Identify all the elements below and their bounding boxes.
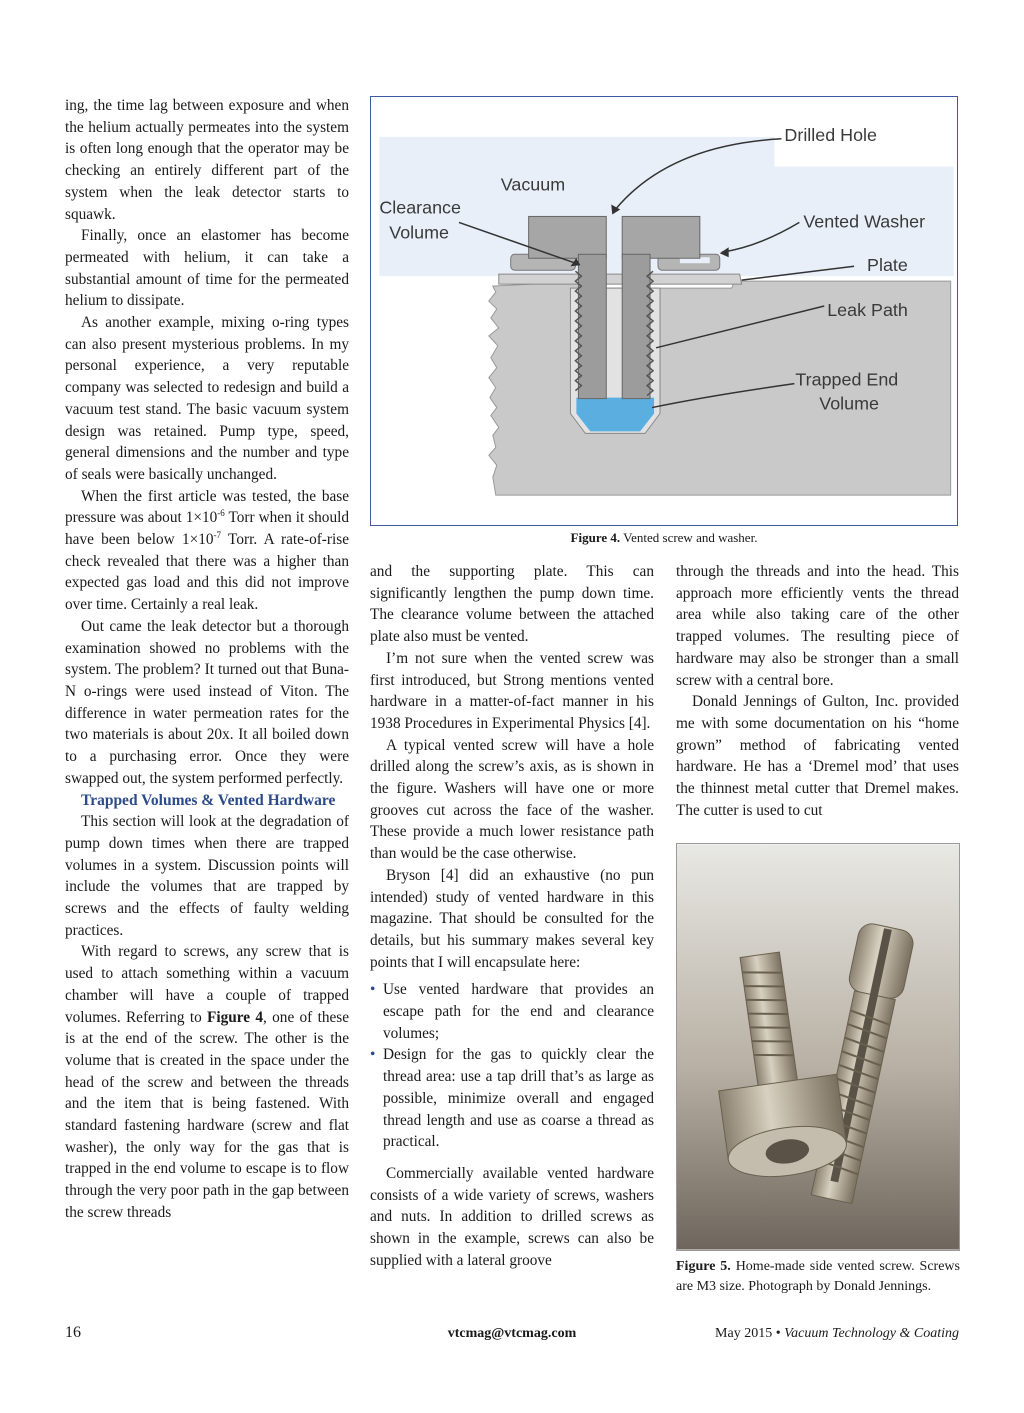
paragraph: This section will look at the degradation of pump down times when there are trapped volumes in a system. Discussion points will include the volumes that are trapped by screws and the effects of faulty welding practices. [65,813,349,939]
label-vented-washer: Vented Washer [803,211,926,232]
label-vacuum: Vacuum [500,174,566,195]
paragraph: Bryson [4] did an exhaustive (no pun intended) study of vented hardware in this magazine. That should be consulted for the details, but his summary makes several key points that I will encapsulate here: [370,866,654,971]
label-leak-path: Leak Path [827,299,908,320]
paragraph: I’m not sure when the vented screw was first introduced, but Strong mentions vented hardware in a matter-of-fact manner in his 1938 Procedures in Experimental Physics [4]. [370,649,654,732]
attached-plate [499,274,742,284]
label-trapped-volume: Volume [819,393,880,414]
paragraph: ing, the time lag between exposure and when the helium actually permeates into the system is often long enough that the operator may be checking an entirely different part of the system when the leak detector starts to squawk. [65,97,349,223]
column-3 [676,561,959,821]
paragraph: A typical vented screw will have a hole drilled along the screw’s axis, as is shown in the figure. Washers will have one or more grooves cut across the face of the washer. These provide a much lower resistance path than would be the case otherwise. [370,736,654,863]
section-heading: Trapped Volumes & Vented Hardware [81,791,336,809]
footer-email[interactable]: vtcmag@vtcmag.com [447,1326,577,1341]
figure-reference: Figure 4 [207,1008,264,1026]
label-clearance-volume: Volume [389,222,450,243]
figure-4-caption: Figure 4. Vented screw and washer. [570,530,758,545]
paragraph: Donald Jennings of Gulton, Inc. provided me with some documentation on his “home grown” method of fabricating vented hardware. He has a ‘Dremel mod’ that uses the thinnest metal cutter that Dremel makes. The cutter is used to cut [676,693,959,819]
figure-4-diagram [370,96,958,526]
bullet-list [370,979,654,1153]
screw-shank-right [622,254,650,398]
page-number: 16 [65,1324,81,1341]
label-drilled-hole: Drilled Hole [784,124,877,145]
paragraph: Out came the leak detector but a thorough examination showed no problems with the system. The problem? It turned out that Buna-N o-rings were used instead of Viton. The difference in water permeation rates for the two materials is about 20x. It all boiled down to a purchasing error. Once they were swapped out, the system performed perfectly. [65,617,349,787]
figure-5-caption: Figure 5. Home-made side vented screw. Screws are M3 size. Photograph by Donald Jennings. [676,1259,960,1294]
footer-issue: May 2015 • Vacuum Technology & Coating [715,1326,959,1341]
label-trapped-end: Trapped End [795,369,899,390]
label-clearance: Clearance [379,197,461,218]
paragraph: Finally, once an elastomer has become permeated with helium, it can take a substantial amount of time for the permeated helium to dissipate. [65,227,349,310]
screw-shank-left [578,254,606,398]
figure-5-photo [676,843,960,1251]
paragraph: through the threads and into the head. This approach more efficiently vents the thread area while also taking care of the other trapped volumes. The resulting piece of hardware may also be stronger than a small screw with a central bore. [676,563,959,689]
column-1 [65,95,349,1224]
list-item: • Design for the gas to quickly clear the thread area: use a tap drill that’s as large as possible, minimize overall and engaged thread length and use as coarse a thread as practical. [370,1046,654,1151]
label-plate: Plate [867,255,908,276]
list-item: • Use vented hardware that provides an escape path for the end and clearance volumes; [370,981,654,1042]
trapped-end-volume [576,398,654,432]
paragraph: Commercially available vented hardware consists of a wide variety of screws, washers and nuts. In addition to drilled screws as shown in the example, screws can also be supplied with a lateral groove [370,1164,654,1269]
paragraph: and the supporting plate. This can significantly lengthen the pump down time. The clearance volume between the attached plate also must be vented. [370,563,654,646]
column-2 [370,561,654,1272]
paragraph: As another example, mixing o-ring types can also present mysterious problems. In my personal experience, a very reputable company was selected to redesign and build a vacuum test stand. The basic vacuum system design was retained. Pump type, speed, general dimensions and the number and type of seals were basically unchanged. [65,314,349,483]
paragraph: With regard to screws, any screw that is used to attach something within a vacuum chamber will have a couple of trapped volumes. Referring to Figure 4, one of these is at the end of the screw. The other is the volume that is created in the space under the head of the screw and between the threads and the item that is being fastened. With standard fastening hardware (screw and flat washer), the only way for the gas that is trapped in the end volume to escape is to flow through the very poor path in the gap between the screw threads [65,943,349,1221]
screw-head-right [622,216,700,258]
paragraph: When the first article was tested, the base pressure was about $1\times 10^{-6}$ Torr when it should have been below $1\times 10^{-7}$ Torr. A rate-of-rise check revealed that there was a higher than expected gas load and this did not improve over time. Certainly a real leak. [65,487,349,614]
screw-head-left [529,216,607,258]
